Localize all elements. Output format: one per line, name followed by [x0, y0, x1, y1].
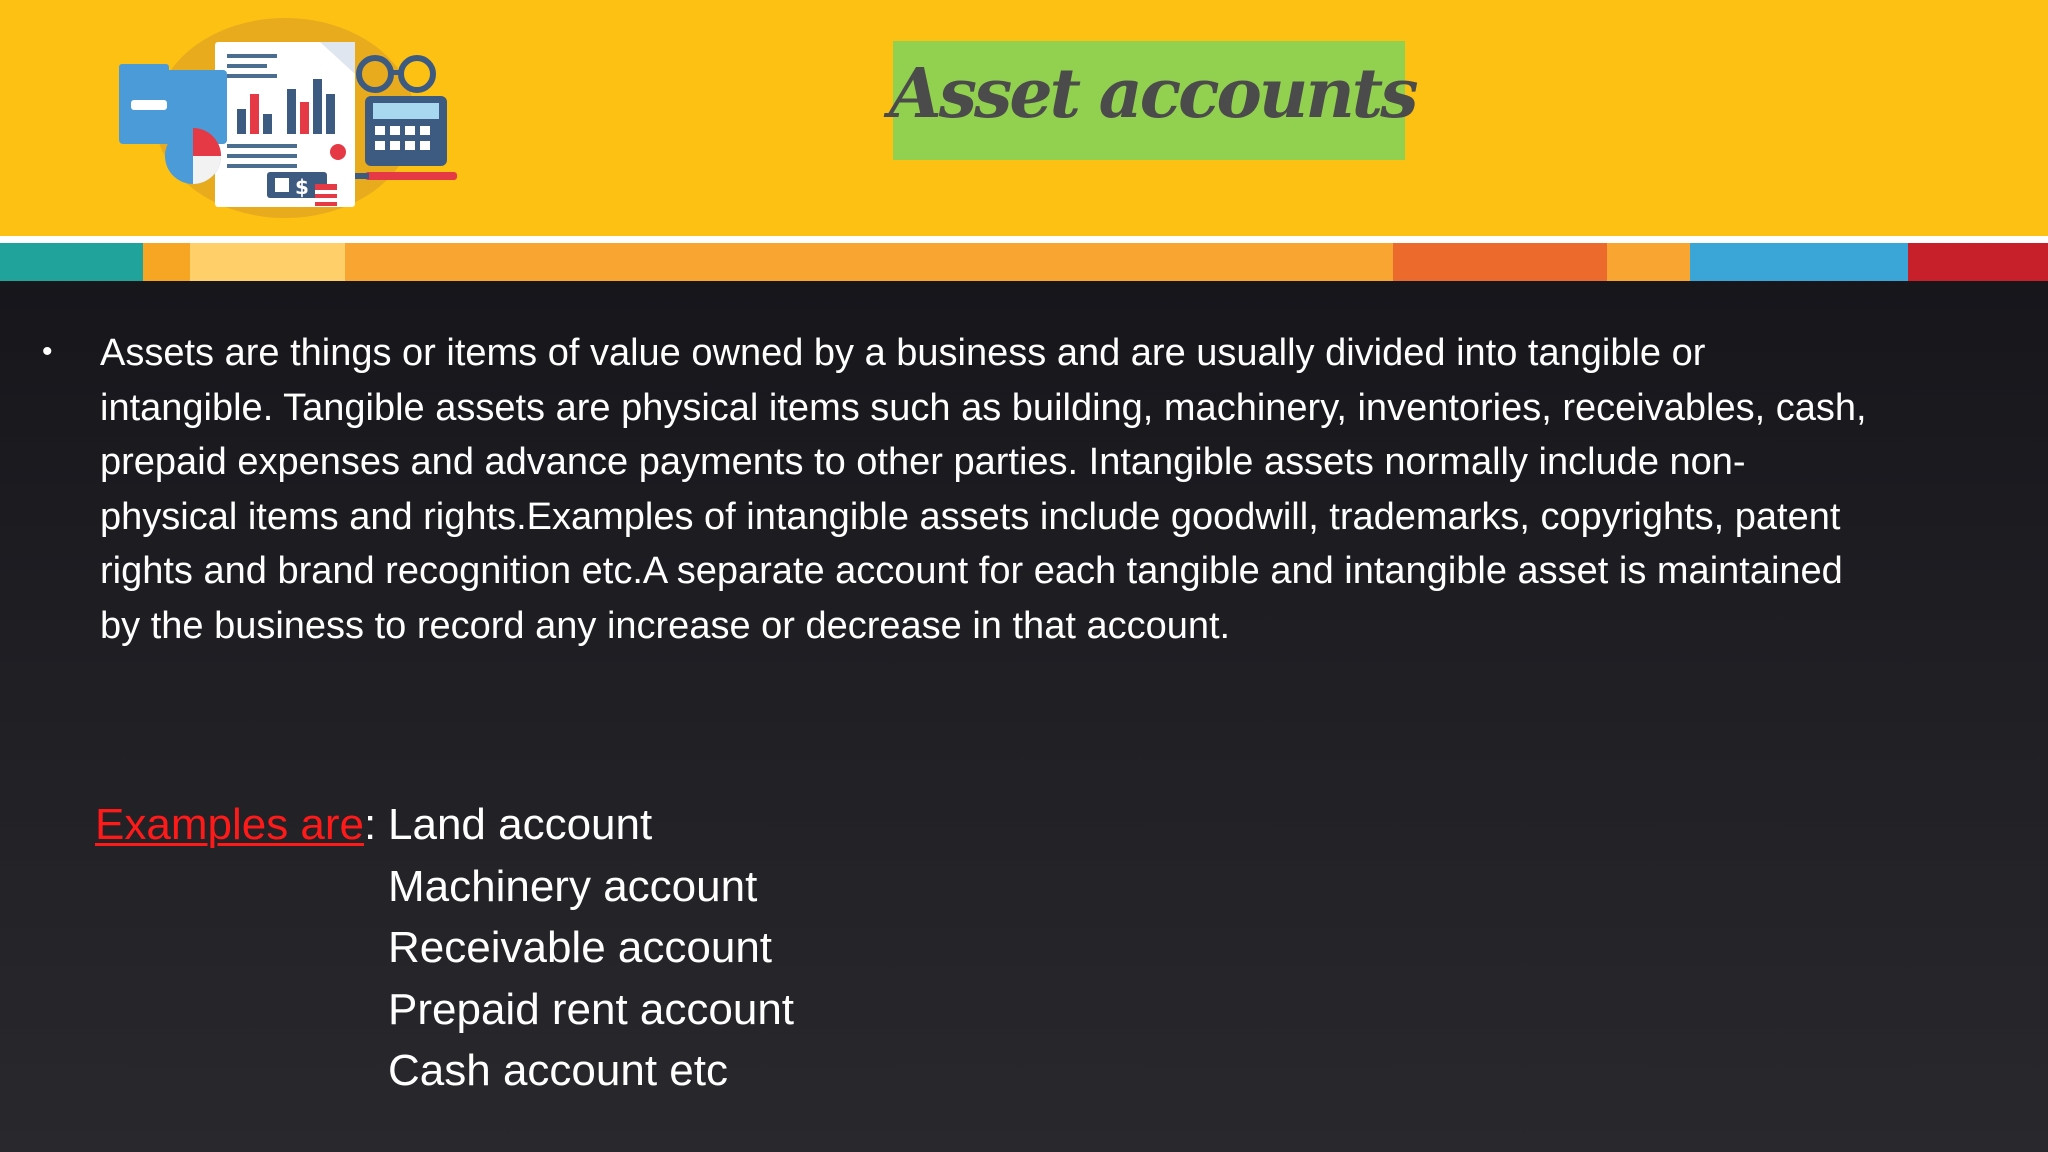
strip-segment: [143, 243, 190, 281]
strip-segment: [345, 243, 1393, 281]
body-paragraph: Assets are things or items of value owned by a business and are usually divided into tangible or intangible. Tangible assets are physical items such as building, machinery, inventories, receivables, cash, prepaid expenses and advance payments to other parties. Intangible assets normally include non-physical items and rights.Examples of intangible assets include goodwill, trademarks, copyrights, patent rights and brand recognition etc.A separate account for each tangible and intangible asset is maintained by the business to record any increase or decrease in that account.: [100, 332, 1867, 647]
examples-separator: :: [364, 800, 377, 849]
example-item: Machinery account: [388, 861, 758, 911]
divider: [0, 236, 2048, 243]
finance-documents-illustration-icon: [115, 14, 475, 224]
color-strip: [0, 243, 2048, 281]
example-item: Cash account etc: [388, 1046, 728, 1095]
strip-segment: [1393, 243, 1607, 281]
slide-title: Asset accounts: [889, 54, 1416, 134]
examples-heading: [95, 794, 376, 856]
strip-segment: [190, 243, 345, 281]
example-item: Land account: [388, 800, 653, 849]
svg-text:$: $: [295, 175, 309, 199]
example-item: Prepaid rent account: [388, 984, 795, 1034]
examples-label: Examples are: [95, 800, 365, 849]
strip-segment: [1690, 243, 1908, 281]
bullet-icon: •: [42, 335, 53, 368]
strip-segment: [1908, 243, 2048, 281]
example-item: Receivable account: [388, 923, 773, 972]
strip-segment: [0, 243, 143, 281]
strip-segment: [1607, 243, 1690, 281]
examples-list: [388, 794, 794, 1102]
header-band: [0, 0, 2048, 236]
